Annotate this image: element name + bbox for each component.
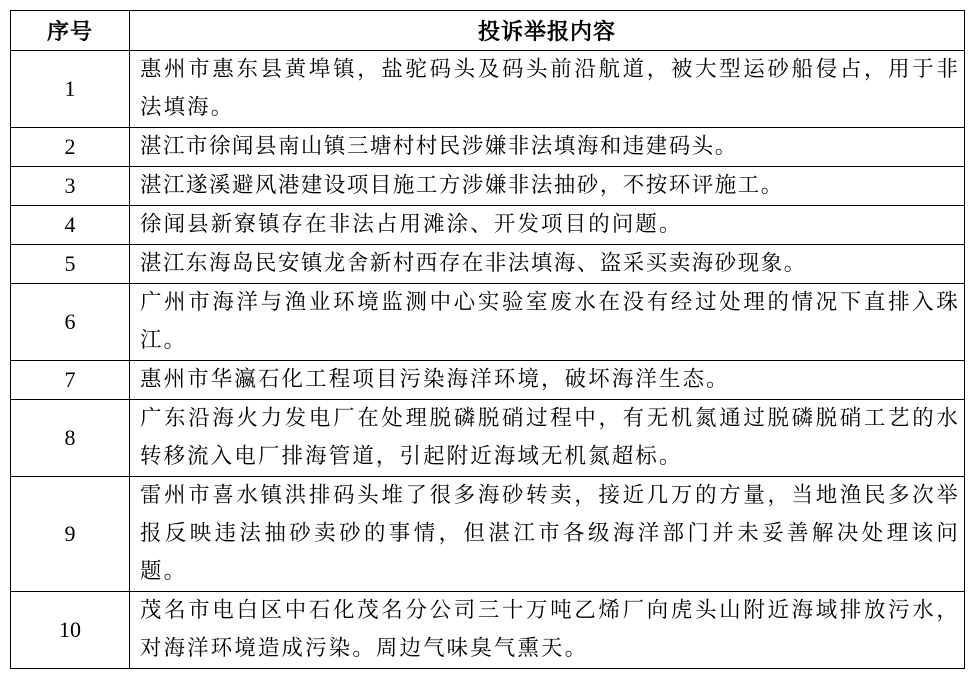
header-serial-number: 序号	[11, 11, 130, 51]
complaint-content-cell: 徐闻县新寮镇存在非法占用滩涂、开发项目的问题。	[130, 206, 965, 245]
complaints-table	[10, 10, 965, 669]
complaint-content-cell: 广东沿海火力发电厂在处理脱磷脱硝过程中，有无机氮通过脱磷脱硝工艺的水转移流入电厂排海管道，引起附近海域无机氮超标。	[130, 400, 965, 477]
serial-number-cell: 3	[11, 167, 130, 206]
table-row	[11, 361, 965, 400]
complaint-content-cell: 湛江市徐闻县南山镇三塘村村民涉嫌非法填海和违建码头。	[130, 128, 965, 167]
table-row	[11, 592, 965, 669]
table-row	[11, 128, 965, 167]
table-row	[11, 400, 965, 477]
serial-number-cell: 1	[11, 51, 130, 128]
serial-number-cell: 7	[11, 361, 130, 400]
table-row	[11, 206, 965, 245]
serial-number-cell: 10	[11, 592, 130, 669]
table-row	[11, 51, 965, 128]
complaint-content-cell: 广州市海洋与渔业环境监测中心实验室废水在没有经过处理的情况下直排入珠江。	[130, 284, 965, 361]
table-body	[11, 51, 965, 669]
serial-number-cell: 8	[11, 400, 130, 477]
serial-number-cell: 9	[11, 477, 130, 592]
table-row	[11, 167, 965, 206]
serial-number-cell: 5	[11, 245, 130, 284]
complaint-content-cell: 湛江遂溪避风港建设项目施工方涉嫌非法抽砂，不按环评施工。	[130, 167, 965, 206]
complaint-content-cell: 惠州市华瀛石化工程项目污染海洋环境，破坏海洋生态。	[130, 361, 965, 400]
complaint-content-cell: 惠州市惠东县黄埠镇，盐驼码头及码头前沿航道，被大型运砂船侵占，用于非法填海。	[130, 51, 965, 128]
table-header-row	[11, 11, 965, 51]
complaint-content-cell: 雷州市喜水镇洪排码头堆了很多海砂转卖，接近几万的方量，当地渔民多次举报反映违法抽砂卖砂的事情，但湛江市各级海洋部门并未妥善解决处理该问题。	[130, 477, 965, 592]
table-row	[11, 477, 965, 592]
header-complaint-content: 投诉举报内容	[130, 11, 965, 51]
serial-number-cell: 2	[11, 128, 130, 167]
serial-number-cell: 4	[11, 206, 130, 245]
serial-number-cell: 6	[11, 284, 130, 361]
table-row	[11, 245, 965, 284]
complaint-content-cell: 湛江东海岛民安镇龙舍新村西存在非法填海、盗采买卖海砂现象。	[130, 245, 965, 284]
complaint-content-cell: 茂名市电白区中石化茂名分公司三十万吨乙烯厂向虎头山附近海域排放污水，对海洋环境造成污染。周边气味臭气熏天。	[130, 592, 965, 669]
table-row	[11, 284, 965, 361]
